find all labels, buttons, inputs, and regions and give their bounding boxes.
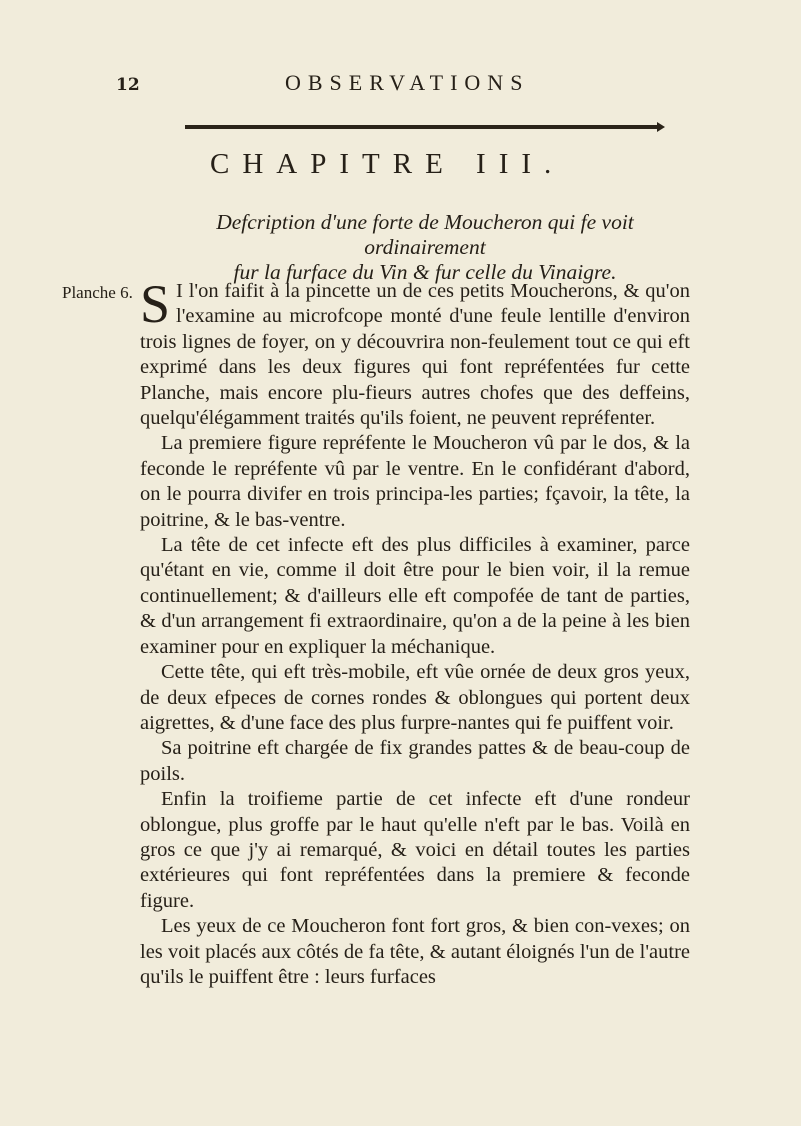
chapter-title: CHAPITRE III. <box>210 148 565 180</box>
drop-cap: S <box>140 274 171 334</box>
paragraph-7: Les yeux de ce Moucheron font fort gros, & bien con-vexes; on les voit placés aux côtés de fa tête, & autant éloignés l'un de l'autre qu'ils le puiffent être : leurs furfaces <box>140 915 690 988</box>
chapter-subtitle <box>160 210 690 285</box>
subtitle-line-1: Defcription d'une forte de Moucheron qui fe voit ordinairement <box>216 210 634 259</box>
decorative-rule <box>185 125 660 129</box>
paragraph-1-text: I l'on faifit à la pincette un de ces petits Moucherons, & qu'on l'examine au microfcope monté d'une feule lentille d'environ trois lignes de foyer, on y découvrira non-feulement tout ce qui eft exprimé dans les deux figures qui font repréfentées fur cette Planche, mais encore plu-fieurs autres chofes que des deffeins, quelqu'élégamment traités qu'ils foient, ne peuvent repréfenter. <box>140 280 690 430</box>
paragraph-3: La tête de cet infecte eft des plus difficiles à examiner, parce qu'étant en vie, comme il doit être pour le bien voir, il la remue continuellement; & d'ailleurs elle eft compofée de tant de parties, & d'un arrangement fi extraordinaire, qu'on a de la peine à les bien examiner pour en expliquer la méchanique. <box>140 534 690 658</box>
paragraph-1 <box>140 274 690 431</box>
running-head: OBSERVATIONS <box>285 70 530 95</box>
paragraph-6: Enfin la troifieme partie de cet infecte eft d'une rondeur oblongue, plus groffe par le haut qu'elle n'eft par le bas. Voilà en gros ce que j'y ai remarqué, & voici en détail toutes les parties extérieures qui font repréfentées dans la premiere & feconde figure. <box>140 788 690 912</box>
paragraph-5: Sa poitrine eft chargée de fix grandes pattes & de beau-coup de poils. <box>140 737 690 785</box>
page-number: 12 <box>116 75 140 95</box>
plate-reference: Planche 6. <box>62 283 133 302</box>
body-text <box>140 274 690 990</box>
paragraph-2: La premiere figure repréfente le Moucheron vû par le dos, & la feconde le repréfente vû par le ventre. En le confidérant d'abord, on le pourra divifer en trois principa-les parties; fçavoir, la tête, la poitrine, & le bas-ventre. <box>140 432 690 531</box>
paragraph-4: Cette tête, qui eft très-mobile, eft vûe ornée de deux gros yeux, de deux efpeces de cornes rondes & oblongues qui portent deux aigrettes, & d'une face des plus furpre-nantes qui fe puiffent voir. <box>140 661 690 734</box>
subtitle-line-2: fur la furface du Vin & fur celle du Vinaigre. <box>233 260 617 284</box>
